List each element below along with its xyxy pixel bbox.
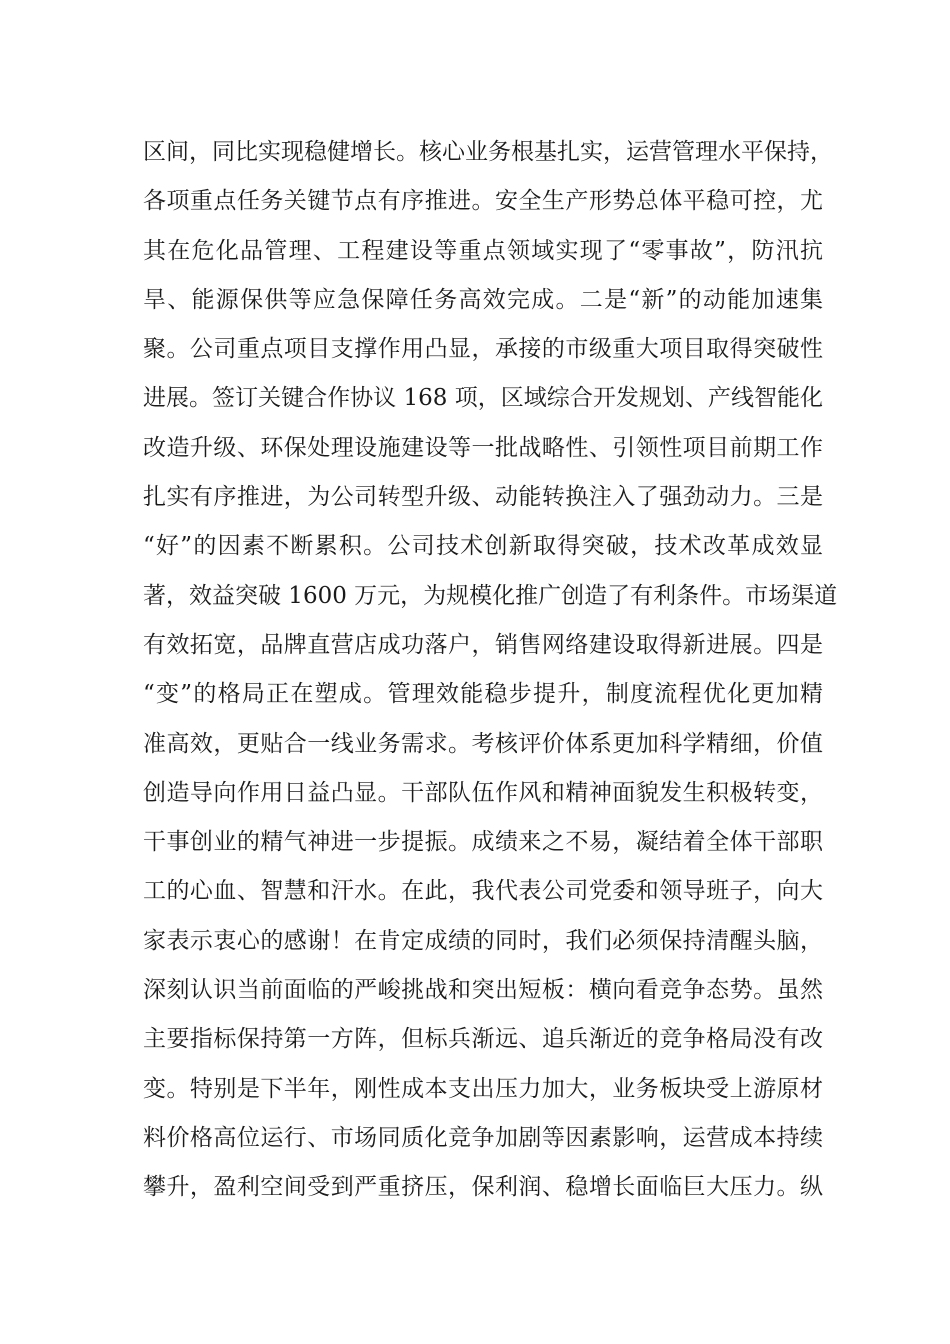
- text-line: 料价格高位运行、市场同质化竞争加剧等因素影响，运营成本持续: [143, 1124, 823, 1151]
- text-line: 聚。公司重点项目支撑作用凸显，承接的市级重大项目取得突破性: [143, 336, 823, 363]
- text-line: 改造升级、环保处理设施建设等一批战略性、引领性项目前期工作: [143, 434, 823, 461]
- text-line: 家表示衷心的感谢！在肯定成绩的同时，我们必须保持清醒头脑，: [143, 927, 823, 954]
- text-line: 准高效，更贴合一线业务需求。考核评价体系更加科学精细，价值: [143, 730, 823, 757]
- text-line: “变”的格局正在塑成。管理效能稳步提升，制度流程优化更加精: [143, 681, 823, 708]
- text-line: 其在危化品管理、工程建设等重点领域实现了“零事故”，防汛抗: [143, 237, 823, 264]
- text-line: 创造导向作用日益凸显。干部队伍作风和精神面貌发生积极转变，: [143, 779, 823, 806]
- text-line: 区间，同比实现稳健增长。核心业务根基扎实，运营管理水平保持，: [143, 139, 833, 165]
- text-line: 著，效益突破 1600 万元，为规模化推广创造了有利条件。市场渠道: [143, 582, 838, 609]
- text-line: 各项重点任务关键节点有序推进。安全生产形势总体平稳可控，尤: [143, 188, 823, 215]
- text-line: “好”的因素不断累积。公司技术创新取得突破，技术改革成效显: [143, 533, 823, 560]
- text-line: 攀升，盈利空间受到严重挤压，保利润、稳增长面临巨大压力。纵: [143, 1174, 823, 1201]
- text-line: 变。特别是下半年，刚性成本支出压力加大，业务板块受上游原材: [143, 1075, 823, 1102]
- text-line: 主要指标保持第一方阵，但标兵渐远、追兵渐近的竞争格局没有改: [143, 1026, 823, 1053]
- text-line: 干事创业的精气神进一步提振。成绩来之不易，凝结着全体干部职: [143, 829, 823, 856]
- text-line: 有效拓宽，品牌直营店成功落户，销售网络建设取得新进展。四是: [143, 631, 823, 658]
- text-line: 旱、能源保供等应急保障任务高效完成。二是“新”的动能加速集: [143, 286, 823, 313]
- text-line: 工的心血、智慧和汗水。在此，我代表公司党委和领导班子，向大: [143, 878, 823, 905]
- text-line: 扎实有序推进，为公司转型升级、动能转换注入了强劲动力。三是: [143, 484, 823, 511]
- text-line: 深刻认识当前面临的严峻挑战和突出短板：横向看竞争态势。虽然: [143, 977, 823, 1004]
- text-line: 进展。签订关键合作协议 168 项，区域综合开发规划、产线智能化: [143, 385, 823, 412]
- body-paragraph: [143, 128, 838, 1213]
